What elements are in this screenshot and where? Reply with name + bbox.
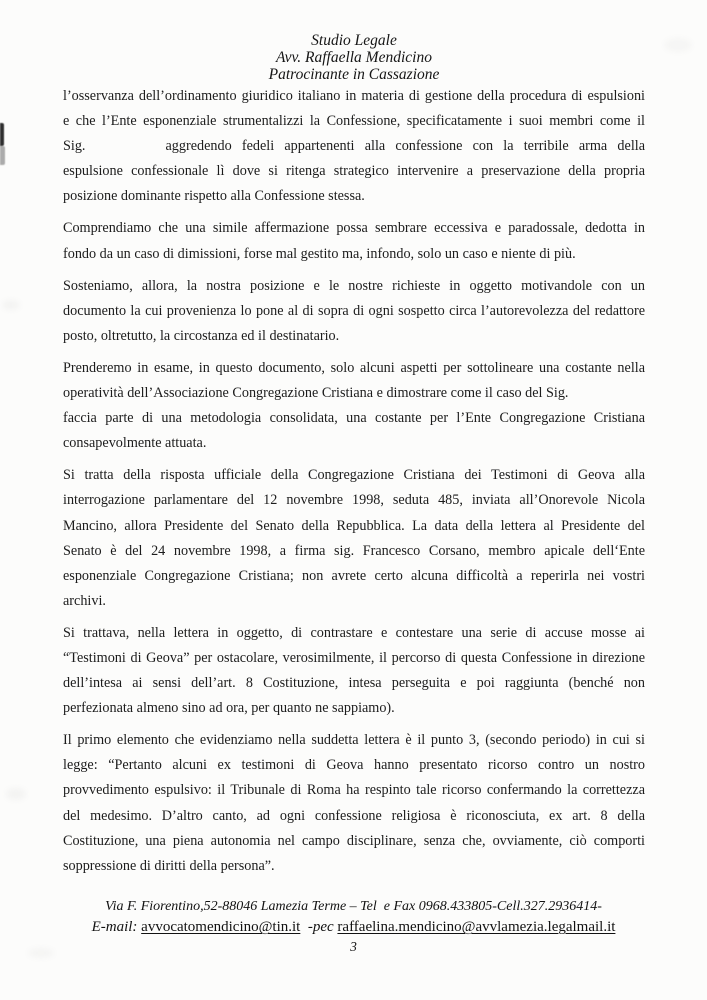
letterhead: [63, 32, 645, 83]
body-paragraph: [63, 216, 645, 266]
body-line: fondo da un caso di dimissioni, forse mal gestito ma, infondo, solo un caso e niente di più.: [63, 245, 576, 262]
body-line: posizione dominante rispetto alla Confessione stessa.: [63, 188, 365, 205]
contact-label: E-mail:: [91, 919, 142, 935]
body-line: Sig. aggredendo fedeli appartenenti alla confessione con la terribile arma della: [63, 138, 645, 155]
body-line: faccia parte di una metodologia consolidata, una costante per l’Ente Congregazione Cristiana: [63, 410, 645, 427]
body-line: dell’intesa ai sensi dell’art. 8 Costituzione, intesa perseguita e poi raggiunta (benché non: [63, 675, 645, 692]
scan-artifact-smudge: [664, 38, 692, 52]
body-line: del medesimo. D’altro canto, ad ogni confessione religiosa è riconosciuta, ex art. 8 della: [63, 807, 645, 824]
body-line: Senato è del 24 novembre 1998, a firma sig. Francesco Corsano, membro apicale dell‘Ente: [63, 542, 645, 559]
body-paragraph: [63, 463, 645, 614]
scan-artifact-edge-mark: [0, 123, 4, 146]
body-line: Comprendiamo che una simile affermazione possa sembrare eccessiva e paradossale, dedotta in: [63, 220, 645, 237]
contact-label: -pec: [300, 919, 338, 935]
body-paragraph: [63, 84, 645, 209]
body-line: Si trattava, nella lettera in oggetto, di contrastare e contestare una serie di accuse mosse ai: [63, 624, 645, 641]
body-line: interrogazione parlamentare del 12 novembre 1998, seduta 485, inviata all’Onorevole Nicola: [63, 492, 645, 509]
document-body: [63, 84, 645, 886]
body-paragraph: [63, 621, 645, 721]
body-paragraph: [63, 728, 645, 879]
scan-artifact-edge-mark: [0, 146, 5, 165]
body-line: e che l’Ente esponenziale strumentalizzi la Confessione, specificatamente i suoi membri come il: [63, 113, 645, 130]
body-line: Mancino, allora Presidente del Senato della Repubblica. La data della lettera al Presidente del: [63, 517, 645, 534]
body-paragraph: [63, 274, 645, 349]
body-line: “Testimoni di Geova” per ostacolare, verosimilmente, il percorso di questa Confessione in direzione: [63, 649, 645, 666]
body-line: Prenderemo in esame, in questo documento, solo alcuni aspetti per sottolineare una costante nella: [63, 359, 645, 376]
body-line: operatività dell’Associazione Congregazione Cristiana e dimostrare come il caso del Sig.: [63, 385, 569, 402]
body-line: Si tratta della risposta ufficiale della Congregazione Cristiana dei Testimoni di Geova alla: [63, 467, 645, 484]
body-line: Sosteniamo, allora, la nostra posizione e le nostre richieste in oggetto motivandole con un: [63, 277, 645, 294]
footer-contact-line: [0, 917, 707, 938]
scan-artifact-smudge: [6, 788, 26, 800]
email-address: avvocatomendicino@tin.it: [141, 919, 301, 935]
body-line: documento la cui provenienza lo pone al di sopra di ogni sospetto circa l’autorevolezza del redattore: [63, 302, 645, 319]
body-line: Il primo elemento che evidenziamo nella suddetta lettera è il punto 3, (secondo periodo) in cui si: [63, 732, 645, 749]
body-line: legge: “Pertanto alcuni ex testimoni di Geova hanno presentato ricorso contro un nostro: [63, 757, 645, 774]
page-number: 3: [350, 939, 357, 954]
body-line: archivi.: [63, 592, 106, 609]
body-line: espulsione confessionale lì dove si ritenga strategico intervenire a preservazione della propria: [63, 163, 645, 180]
email-address: raffaelina.mendicino@avvlamezia.legalmail.it: [337, 919, 616, 935]
body-line: consapevolmente attuata.: [63, 435, 207, 452]
footer-address: Via F. Fiorentino,52-88046 Lamezia Terme – Tel e Fax 0968.433805-Cell.327.2936414-: [105, 899, 602, 914]
redaction-gap: [85, 149, 165, 150]
letterhead-attorney: Avv. Raffaella Mendicino: [276, 49, 432, 66]
body-line: Costituzione, una piena autonomia nel campo disciplinare, senza che, ovviamente, ciò comporti: [63, 832, 645, 849]
body-line: l’osservanza dell’ordinamento giuridico italiano in materia di gestione della procedura di espulsioni: [63, 88, 645, 104]
letterhead-qualification: Patrocinante in Cassazione: [268, 66, 440, 83]
body-line: posto, oltretutto, la circostanza ed il destinatario.: [63, 327, 340, 344]
body-paragraph: [63, 356, 645, 456]
body-line: esponenziale Congregazione Cristiana; non avrete certo alcuna difficoltà a reperirla nei vostri: [63, 567, 645, 584]
letterhead-office: Studio Legale: [311, 32, 397, 49]
body-line: perfezionata almeno sino ad ora, per quanto ne sappiamo).: [63, 700, 395, 717]
body-line: soppressione di diritti della persona”.: [63, 857, 275, 874]
scan-artifact-smudge: [2, 300, 20, 310]
body-line: provvedimento espulsivo: il Tribunale di Roma ha respinto tale ricorso confermando la correttezza: [63, 782, 645, 799]
page-footer: [0, 897, 707, 956]
